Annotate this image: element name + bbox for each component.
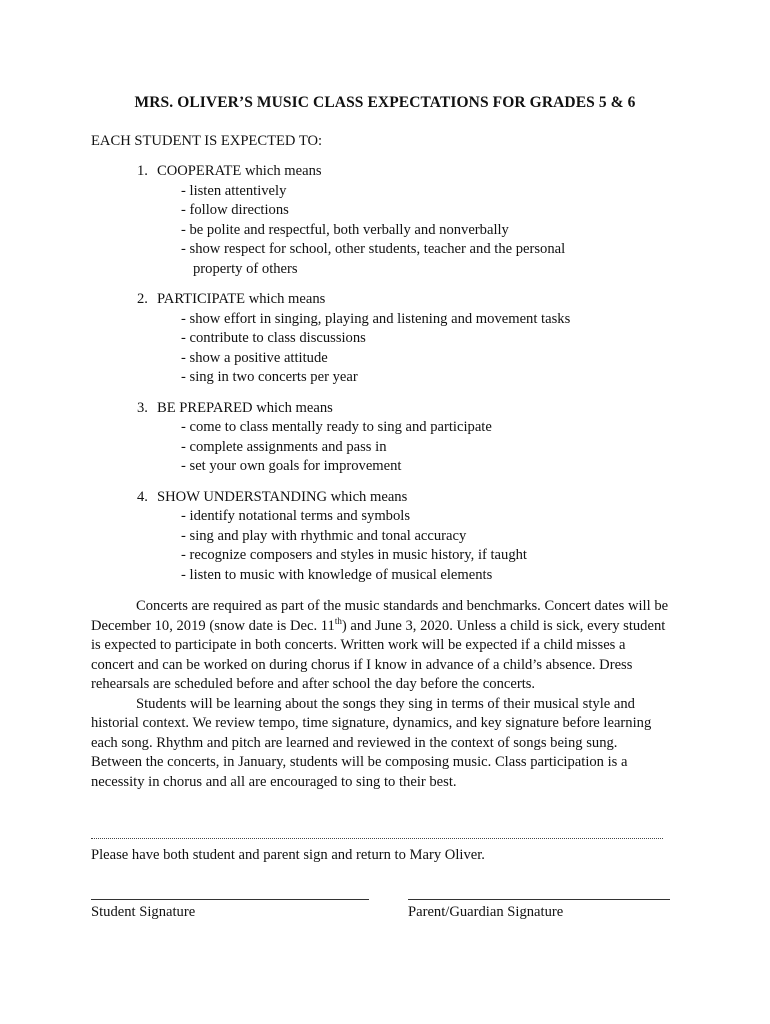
item-number: 4. xyxy=(137,488,148,505)
expectation-item-cooperate xyxy=(137,162,697,279)
list-item-continuation: property of others xyxy=(193,260,298,277)
student-signature-label: Student Signature xyxy=(91,904,196,920)
list-item: - contribute to class discussions xyxy=(181,330,366,346)
return-instructions: Please have both student and parent sign and return to Mary Oliver. xyxy=(91,847,485,863)
concerts-paragraph: Concerts are required as part of the music standards and benchmarks. Concert dates will be December 10, 2019 (snow date is Dec. 11th) and June 3, 2020. Unless a child is sick, every student is expected to participate in both concerts. Written work will be expected if a child misses a concert and can be worked on during chorus if I know in advance of a child’s absence. Dress rehearsals are scheduled before and after school the day before the concerts. xyxy=(91,598,669,692)
bullet-list xyxy=(137,310,697,388)
list-item: - show a positive attitude xyxy=(181,349,328,366)
item-heading: SHOW UNDERSTANDING which means xyxy=(157,488,408,505)
list-item: - listen attentively xyxy=(181,182,287,199)
item-number: 3. xyxy=(137,399,148,416)
parent-signature-label: Parent/Guardian Signature xyxy=(408,904,564,920)
page-title: MRS. OLIVER’S MUSIC CLASS EXPECTATIONS FOR GRADES 5 & 6 xyxy=(134,94,636,111)
body-paragraphs xyxy=(91,597,671,792)
list-item: - follow directions xyxy=(181,202,289,218)
item-number: 2. xyxy=(137,291,148,307)
bullet-list xyxy=(137,507,697,585)
list-item: - show effort in singing, playing and listening and movement tasks xyxy=(181,310,571,327)
expectation-item-show-understanding xyxy=(137,488,697,586)
item-heading: PARTICIPATE which means xyxy=(157,291,326,307)
item-number: 1. xyxy=(137,163,148,179)
item-heading: COOPERATE which means xyxy=(157,163,322,179)
learning-paragraph: Students will be learning about the songs they sing in terms of their musical style and historial context. We review tempo, time signature, dynamics, and key signature before learning each song. Rhythm and pitch are learned and reviewed in the context of songs being sung. Between the concerts, in January, students will be composing music. Class participation is a necessity in chorus and all are encouraged to sing to their best. xyxy=(91,695,652,790)
bullet-list xyxy=(137,418,697,477)
list-item: - complete assignments and pass in xyxy=(181,438,387,455)
list-item: - identify notational terms and symbols xyxy=(181,508,411,524)
list-item: - sing in two concerts per year xyxy=(181,369,358,385)
list-item: - come to class mentally ready to sing and participate xyxy=(181,419,492,435)
list-item: - recognize composers and styles in music history, if taught xyxy=(181,547,527,563)
expectation-item-be-prepared xyxy=(137,399,697,477)
expectations-list xyxy=(137,162,697,596)
list-item: - set your own goals for improvement xyxy=(181,458,402,474)
intro-heading: EACH STUDENT IS EXPECTED TO: xyxy=(91,133,323,149)
student-signature-line[interactable] xyxy=(91,899,369,900)
list-item: - show respect for school, other students, teacher and the personal xyxy=(181,241,566,257)
list-item: - be polite and respectful, both verbally and nonverbally xyxy=(181,221,509,238)
list-item: - listen to music with knowledge of musical elements xyxy=(181,566,493,583)
bullet-list xyxy=(137,182,697,280)
expectation-item-participate xyxy=(137,290,697,388)
item-heading: BE PREPARED which means xyxy=(157,399,333,416)
parent-signature-line[interactable] xyxy=(408,899,670,900)
tear-off-dotted-line xyxy=(91,828,663,839)
list-item: - sing and play with rhythmic and tonal accuracy xyxy=(181,527,467,544)
